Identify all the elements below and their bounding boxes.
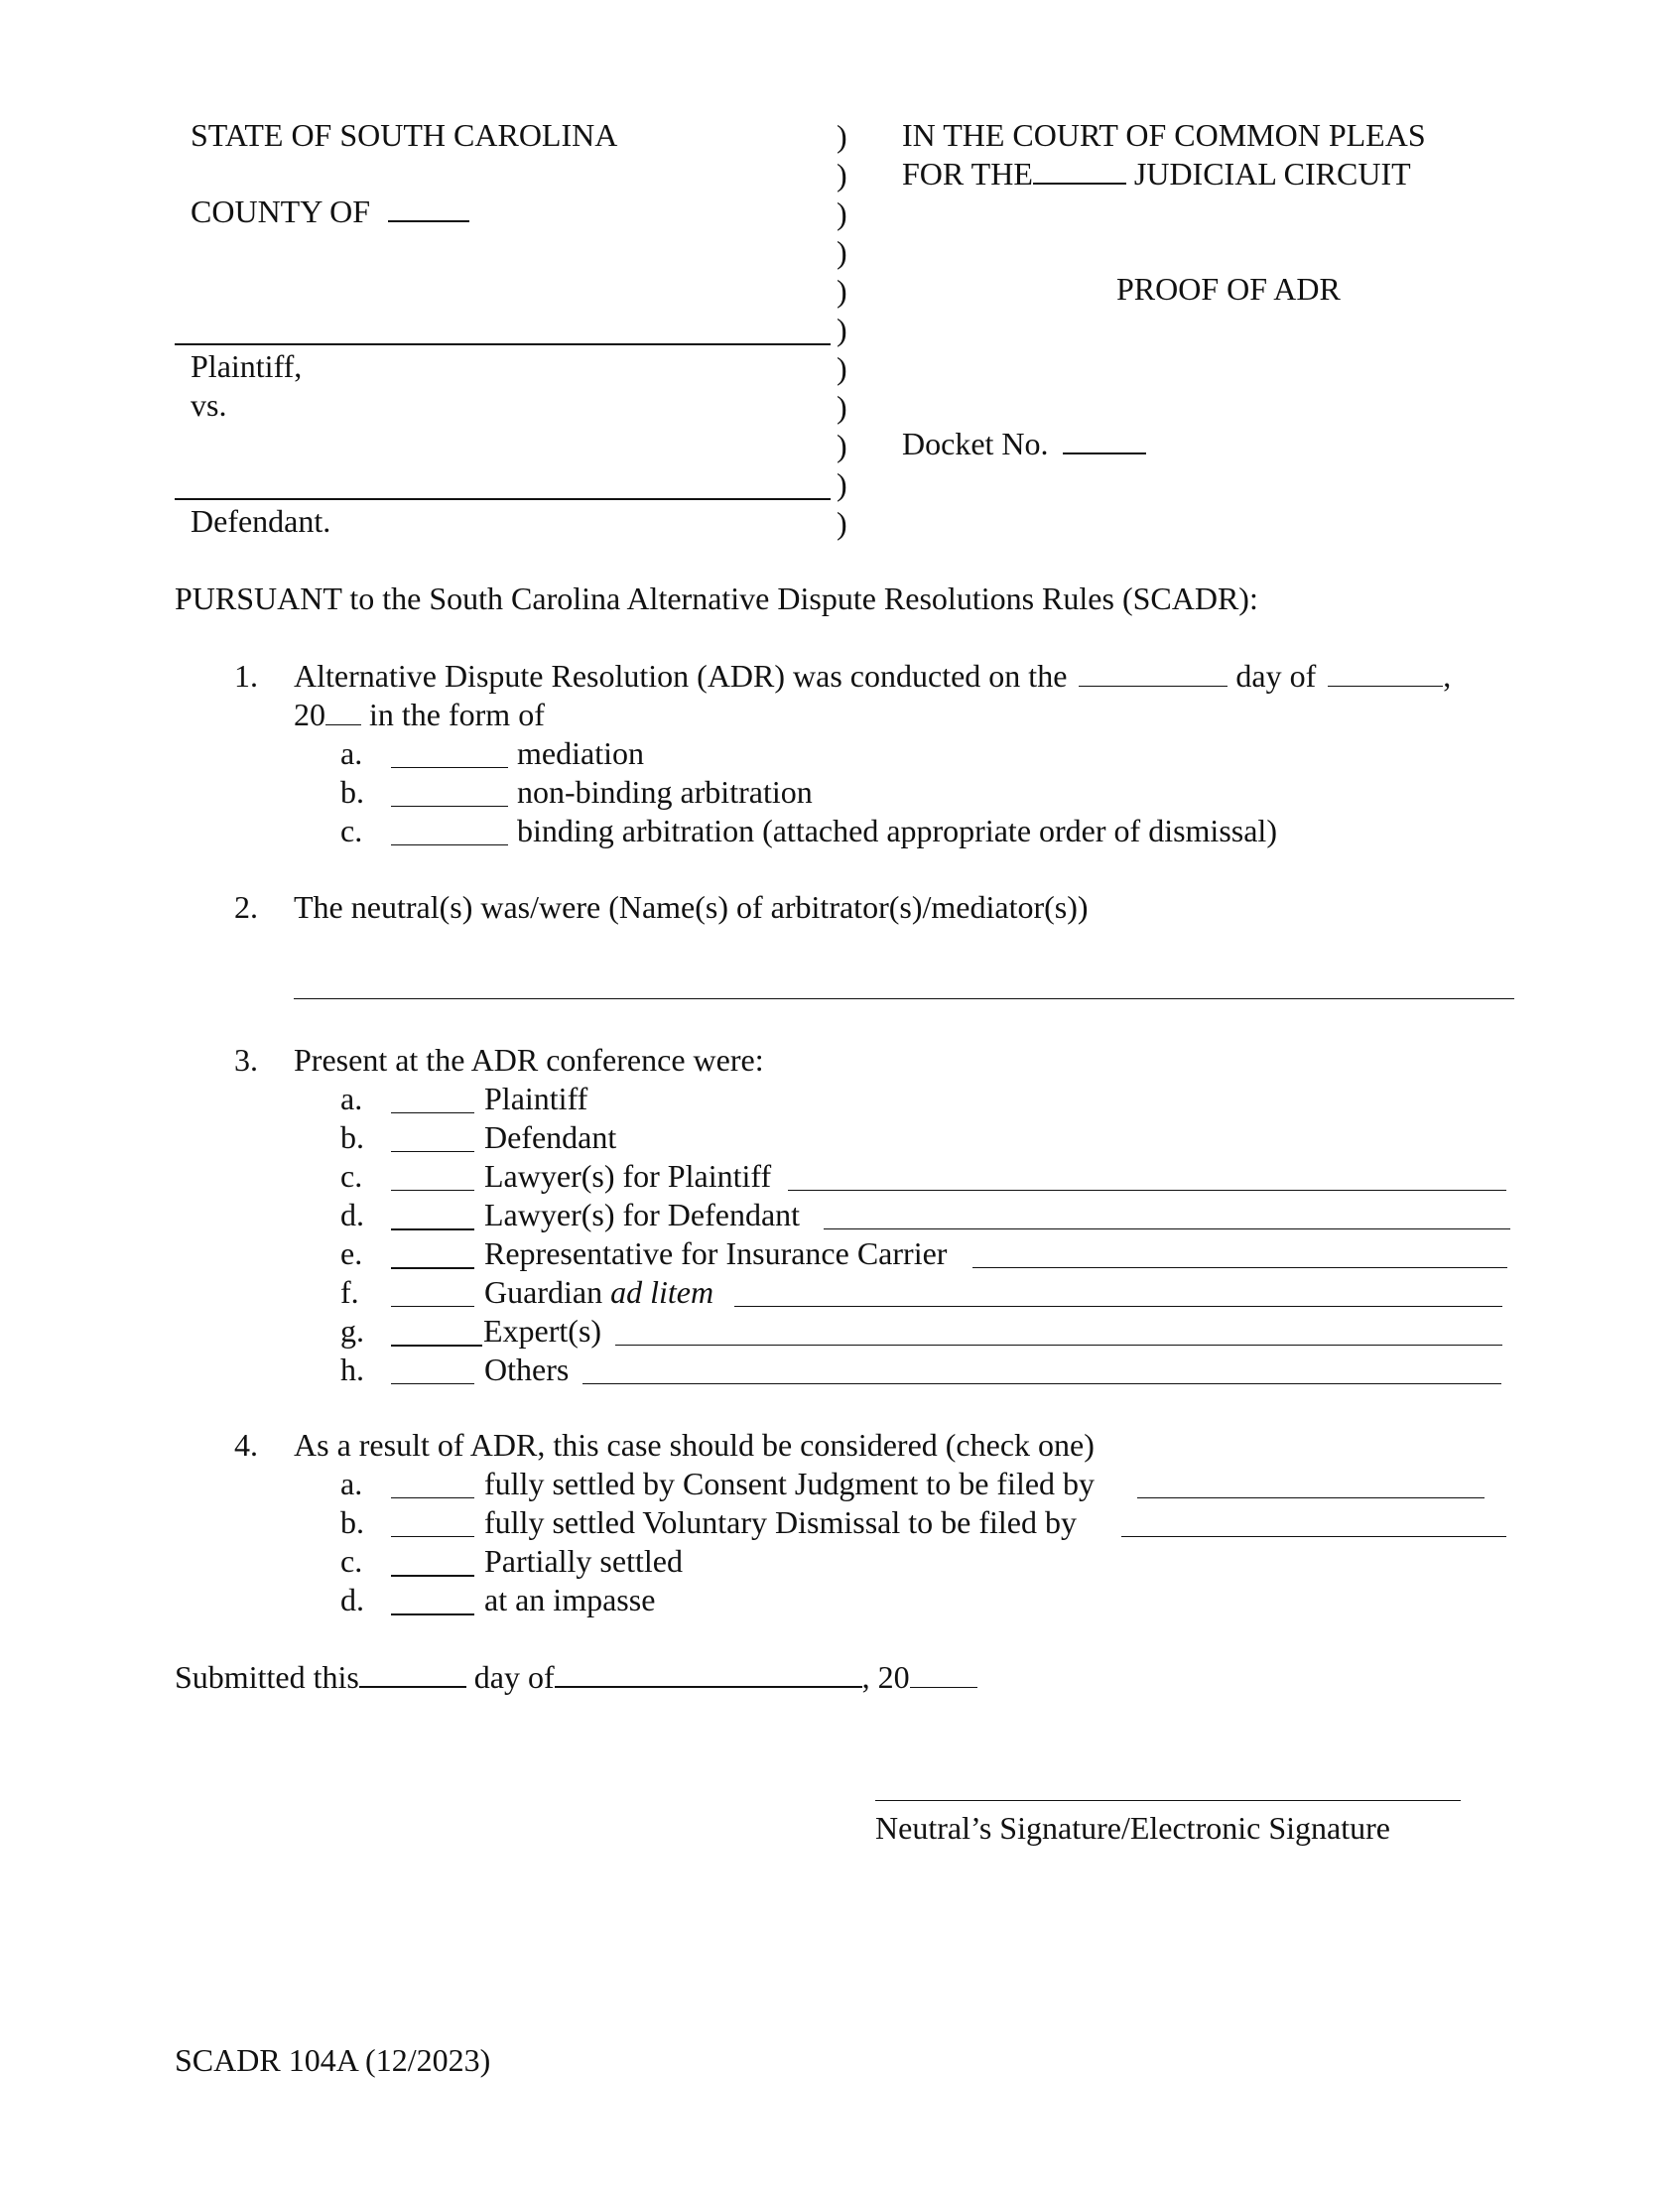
county-field[interactable]: [388, 219, 469, 222]
option-letter: g.: [340, 1313, 364, 1349]
caption-paren: ): [837, 312, 847, 347]
submitted-mid: day of: [473, 1659, 555, 1695]
option-label: binding arbitration (attached appropriate order of dismissal): [517, 813, 1277, 848]
option-letter: c.: [340, 1158, 363, 1194]
consent-judgment-date-line[interactable]: [1137, 1497, 1485, 1498]
option-label: non-binding arbitration: [517, 774, 813, 810]
option-letter: a.: [340, 735, 363, 771]
vs-label: vs.: [191, 387, 227, 423]
option-label: mediation: [517, 735, 644, 771]
item4-text: As a result of ADR, this case should be considered (check one): [294, 1427, 1095, 1463]
option-letter: e.: [340, 1235, 363, 1271]
submitted-post: , 20: [861, 1659, 910, 1695]
guardian-present-line[interactable]: [391, 1306, 474, 1307]
item-number: 3.: [234, 1042, 258, 1078]
option-label: Expert(s): [483, 1313, 602, 1349]
option-label: Partially settled: [484, 1543, 683, 1579]
item1-line2: [294, 699, 545, 730]
item2-text: The neutral(s) was/were (Name(s) of arbitrator(s)/mediator(s)): [294, 889, 1089, 925]
lawyer-defendant-present-line[interactable]: [391, 1228, 474, 1230]
caption-paren: ): [837, 157, 847, 193]
adr-day-field[interactable]: [1079, 685, 1228, 687]
signature-label: Neutral’s Signature/Electronic Signature: [875, 1810, 1390, 1846]
circuit-pre: FOR THE: [902, 156, 1033, 192]
item1-dayof: day of: [1235, 658, 1317, 694]
option-letter: c.: [340, 1543, 363, 1579]
option-label: Lawyer(s) for Plaintiff: [484, 1158, 772, 1194]
option-label: Others: [484, 1352, 570, 1387]
item1-text: Alternative Dispute Resolution (ADR) was conducted on the: [294, 658, 1068, 694]
plaintiff-present-line[interactable]: [391, 1112, 474, 1113]
option-label: Representative for Insurance Carrier: [484, 1235, 948, 1271]
nonbinding-checkbox-line[interactable]: [391, 806, 508, 807]
signature-line[interactable]: [875, 1800, 1461, 1801]
state-label: STATE OF SOUTH CAROLINA: [191, 117, 618, 153]
court-title: IN THE COURT OF COMMON PLEAS: [902, 117, 1426, 153]
caption-paren: ): [837, 273, 847, 309]
submitted-pre: Submitted this: [175, 1659, 359, 1695]
item1-form-of: in the form of: [369, 697, 545, 732]
submitted-month-field[interactable]: [555, 1685, 862, 1688]
item1-line1: [294, 660, 1451, 692]
option-label-italic: ad litem: [610, 1274, 714, 1310]
plaintiff-label: Plaintiff,: [191, 348, 303, 384]
form-number: SCADR 104A (12/2023): [175, 2042, 491, 2078]
option-letter: f.: [340, 1274, 359, 1310]
expert-name-line[interactable]: [615, 1345, 1502, 1346]
docket-field[interactable]: [1063, 451, 1146, 454]
others-present-line[interactable]: [391, 1383, 474, 1384]
guardian-label: [484, 1276, 713, 1308]
option-label: fully settled Voluntary Dismissal to be filed by: [484, 1504, 1077, 1540]
option-letter: b.: [340, 774, 364, 810]
expert-present-line[interactable]: [391, 1345, 482, 1347]
defendant-label: Defendant.: [191, 503, 331, 539]
option-letter: d.: [340, 1197, 364, 1232]
caption-paren: ): [837, 234, 847, 270]
circuit-post: JUDICIAL CIRCUIT: [1133, 156, 1411, 192]
plaintiff-name-line[interactable]: [175, 343, 831, 345]
defendant-name-line[interactable]: [175, 498, 831, 500]
caption-paren: ): [837, 389, 847, 425]
option-letter: b.: [340, 1119, 364, 1155]
caption-paren: ): [837, 505, 847, 541]
others-name-line[interactable]: [582, 1383, 1501, 1384]
option-label: Plaintiff: [484, 1081, 588, 1116]
option-letter: b.: [340, 1504, 364, 1540]
item1-year-prefix: 20: [294, 697, 325, 732]
caption-paren: ): [837, 466, 847, 502]
caption-paren: ): [837, 350, 847, 386]
option-label: Guardian: [484, 1274, 603, 1310]
submitted-day-field[interactable]: [359, 1685, 466, 1688]
voluntary-dismissal-check-line[interactable]: [391, 1536, 474, 1537]
partially-settled-check-line[interactable]: [391, 1575, 474, 1577]
adr-year-field[interactable]: [325, 723, 361, 725]
adr-month-field[interactable]: [1328, 685, 1443, 687]
caption-paren: ): [837, 428, 847, 463]
impasse-check-line[interactable]: [391, 1613, 474, 1615]
voluntary-dismissal-date-line[interactable]: [1121, 1536, 1506, 1537]
caption-paren: ): [837, 195, 847, 231]
insurance-rep-name-line[interactable]: [972, 1267, 1507, 1268]
item3-text: Present at the ADR conference were:: [294, 1042, 764, 1078]
lawyer-plaintiff-name-line[interactable]: [788, 1190, 1506, 1191]
docket-label: Docket No.: [902, 426, 1049, 461]
item-number: 2.: [234, 889, 258, 925]
binding-checkbox-line[interactable]: [391, 844, 508, 845]
option-label: Lawyer(s) for Defendant: [484, 1197, 801, 1232]
docket-line: [902, 428, 1146, 459]
lawyer-defendant-name-line[interactable]: [824, 1228, 1510, 1229]
circuit-line: [902, 158, 1411, 190]
option-label: Defendant: [484, 1119, 617, 1155]
defendant-present-line[interactable]: [391, 1151, 474, 1152]
item-number: 1.: [234, 658, 258, 694]
option-letter: a.: [340, 1466, 363, 1501]
form-title: PROOF OF ADR: [1116, 271, 1341, 307]
consent-judgment-check-line[interactable]: [391, 1497, 474, 1498]
submitted-line: [175, 1661, 977, 1693]
circuit-field[interactable]: [1033, 182, 1126, 185]
option-label: fully settled by Consent Judgment to be filed by: [484, 1466, 1096, 1501]
caption-paren: ): [837, 118, 847, 154]
submitted-year-field[interactable]: [910, 1686, 977, 1688]
item-number: 4.: [234, 1427, 258, 1463]
item1-comma: ,: [1443, 658, 1452, 694]
neutral-name-line[interactable]: [294, 998, 1514, 999]
lawyer-plaintiff-present-line[interactable]: [391, 1190, 474, 1191]
option-letter: c.: [340, 813, 363, 848]
county-label: [191, 195, 469, 227]
mediation-checkbox-line[interactable]: [391, 767, 508, 768]
county-text: COUNTY OF: [191, 193, 371, 229]
option-label: at an impasse: [484, 1582, 656, 1617]
option-letter: h.: [340, 1352, 364, 1387]
option-letter: a.: [340, 1081, 363, 1116]
guardian-name-line[interactable]: [734, 1306, 1502, 1307]
insurance-rep-present-line[interactable]: [391, 1267, 474, 1269]
intro-text: PURSUANT to the South Carolina Alternative Dispute Resolutions Rules (SCADR):: [175, 580, 1258, 616]
option-letter: d.: [340, 1582, 364, 1617]
